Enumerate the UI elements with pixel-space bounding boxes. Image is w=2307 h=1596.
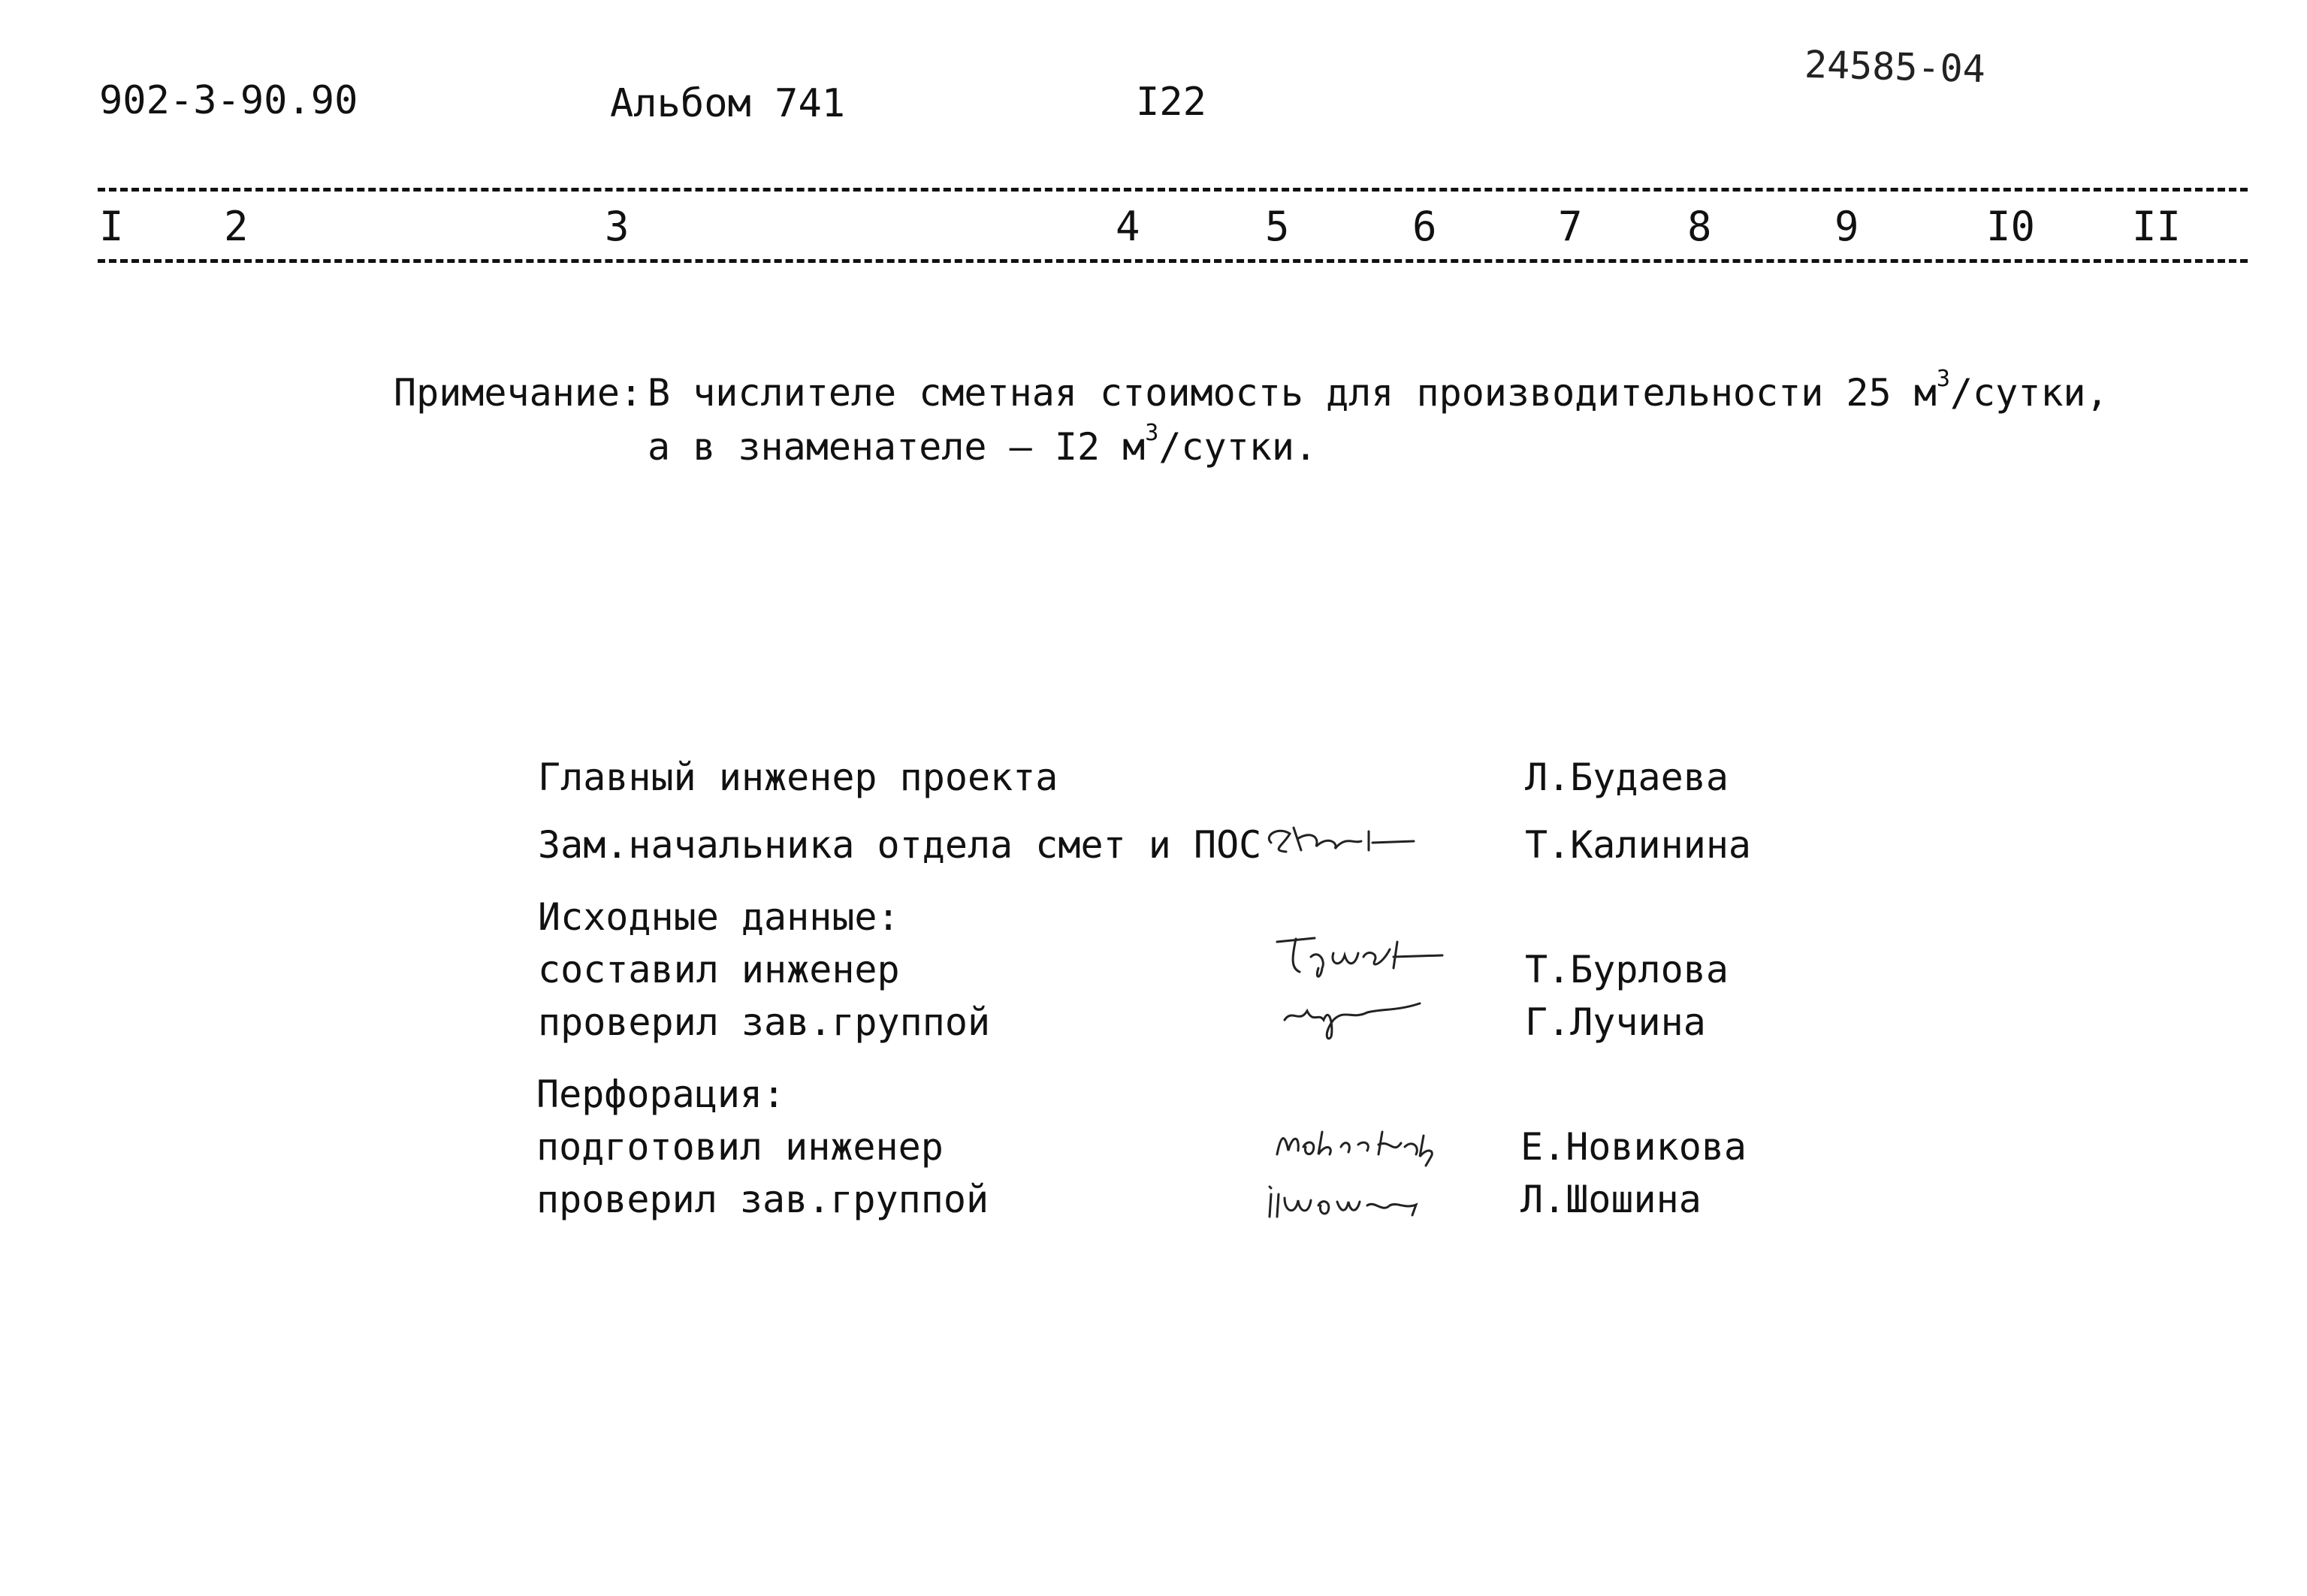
perforation-heading: Перфорация: xyxy=(536,1073,786,1116)
note-line-2-text: а в знаменателе – I2 м xyxy=(648,425,1146,469)
chief-engineer-name: Л.Будаева xyxy=(1525,756,1729,799)
signature-novikova xyxy=(1270,1113,1465,1173)
perforation-prepared-name: Е.Новикова xyxy=(1520,1125,1747,1169)
note-line-2 xyxy=(648,420,1318,469)
document-code: 902-3-90.90 xyxy=(99,78,358,123)
perforation-prepared-role: подготовил инженер xyxy=(536,1125,944,1169)
source-compiled-name: Т.Бурлова xyxy=(1525,948,1729,991)
note-line-1-text: В числителе сметная стоимость для производительности 25 м xyxy=(648,371,1937,415)
signature-kalinina xyxy=(1256,813,1429,865)
source-data-heading: Исходные данные: xyxy=(538,895,900,939)
column-rule-bottom xyxy=(98,259,2248,263)
note-line-1-unit: /сутки, xyxy=(1949,371,2109,415)
column-number: I xyxy=(99,203,124,250)
archive-stamp-number: 24585-04 xyxy=(1804,42,1986,92)
album-label: Альбом 741 xyxy=(610,81,846,126)
column-rule-top xyxy=(98,188,2248,192)
page-number: I22 xyxy=(1136,80,1206,125)
perforation-checked-role: проверил зав.группой xyxy=(536,1178,989,1221)
deputy-head-name: Т.Калинина xyxy=(1525,823,1752,867)
column-number: 4 xyxy=(1116,203,1140,250)
note-superscript-2: 3 xyxy=(1145,420,1159,446)
source-compiled-role: составил инженер xyxy=(538,948,900,991)
column-number: I0 xyxy=(1986,203,2036,250)
column-number: 2 xyxy=(224,203,249,250)
perforation-checked-name: Л.Шошина xyxy=(1520,1178,1702,1221)
signature-burlova xyxy=(1270,927,1457,987)
chief-engineer-role: Главный инженер проекта xyxy=(538,756,1058,799)
column-number: II xyxy=(2132,203,2182,250)
column-number: 9 xyxy=(1834,203,1859,250)
deputy-head-role: Зам.начальника отдела смет и ПОС xyxy=(538,823,1262,867)
column-number: 5 xyxy=(1265,203,1290,250)
column-number: 8 xyxy=(1687,203,1712,250)
source-checked-name: Г.Лучина xyxy=(1525,1000,1706,1044)
note-line-1 xyxy=(648,366,2109,415)
column-number: 7 xyxy=(1558,203,1583,250)
note-line-2-unit: /сутки. xyxy=(1158,425,1318,469)
source-checked-role: проверил зав.группой xyxy=(538,1000,991,1044)
note-superscript-1: 3 xyxy=(1936,366,1950,392)
signature-luchina xyxy=(1277,990,1435,1042)
column-number: 3 xyxy=(605,203,630,250)
signature-shoshina xyxy=(1262,1172,1450,1224)
column-number: 6 xyxy=(1412,203,1437,250)
note-label: Примечание: xyxy=(394,371,643,415)
